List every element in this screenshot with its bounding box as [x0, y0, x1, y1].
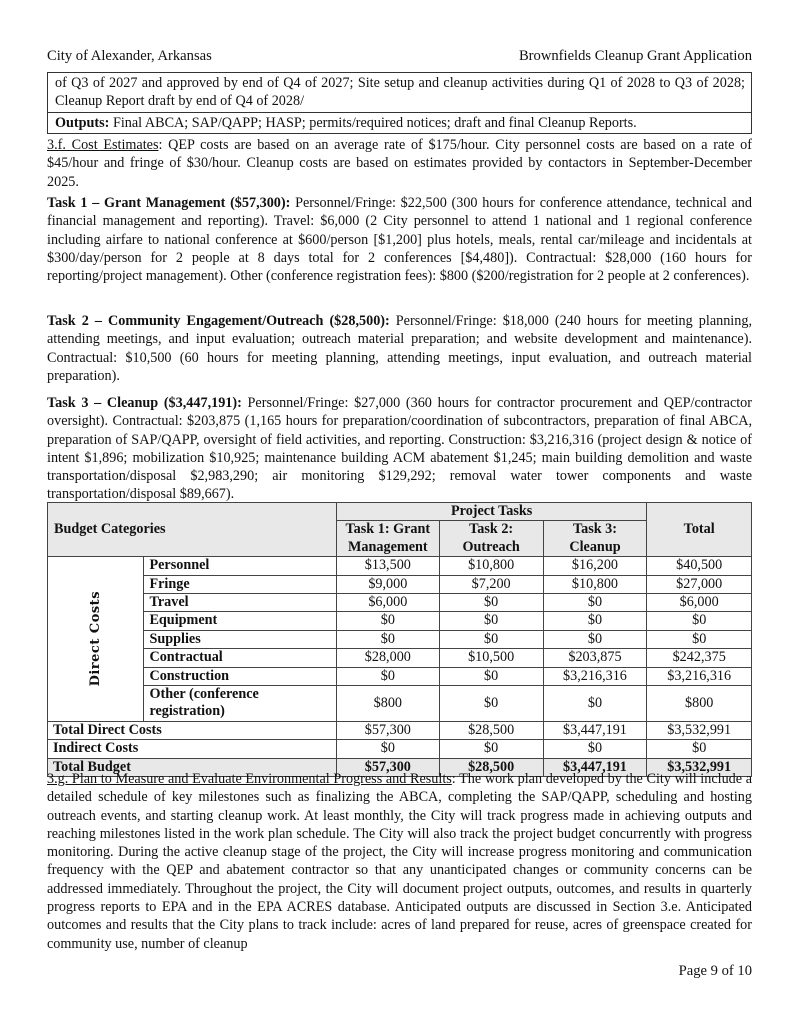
task1-text: Personnel/Fringe: $22,500 (300 hours for conference attendance, technical and financial management and reporting). Travel: $6,000 (2 City personnel to attend 1 national and 1 regional conference including airfare to national conference at $600/person [$1,200] plus hotels, meals, rental car/mileage and incidentals at $300/day/person for 2 people at 8 days total for 2 conferences [$4,480]). Contractual: $28,000 (160 hours for reporting/project management). Other (conference registration fees): $800 ($200/registration for 2 people at 2 conferences). — [47, 195, 752, 285]
cell-task1: $0 — [336, 667, 439, 685]
cell-total: $27,000 — [647, 575, 752, 593]
table-row — [48, 594, 752, 612]
cell-task1: $57,300 — [336, 721, 439, 739]
cell-task3: $0 — [543, 630, 647, 648]
row-label: Supplies — [144, 630, 336, 648]
cell-total: $3,532,991 — [647, 721, 752, 739]
cell-task1: $28,000 — [336, 649, 439, 667]
table-header-row-1 — [48, 503, 752, 521]
cell-task3: $0 — [543, 740, 647, 758]
cell-task1: $0 — [336, 630, 439, 648]
cell-total: $242,375 — [647, 649, 752, 667]
plan-paragraph — [47, 770, 752, 953]
outputs-label: Outputs: — [55, 114, 110, 131]
cell-task1: $13,500 — [336, 557, 439, 575]
cell-total: $0 — [647, 740, 752, 758]
page-header — [47, 47, 752, 65]
cell-total: $800 — [647, 686, 752, 722]
indirect-costs-row — [48, 740, 752, 758]
cell-task2: $0 — [439, 594, 543, 612]
cost-estimates-text: : QEP costs are based on an average rate of $175/hour. City personnel costs are based on a rate of $45/hour and fringe of $30/hour. Cleanup costs are based on estimates provided by contactors in September-December 2025. — [47, 137, 752, 190]
table-row — [48, 667, 752, 685]
schedule-text: of Q3 of 2027 and approved by end of Q4 of 2027; Site setup and cleanup activities during Q1 of 2028 to Q3 of 2028; Cleanup Report draft by end of Q4 of 2028/ — [55, 75, 745, 110]
cell-total: $0 — [647, 630, 752, 648]
cell-task2: $10,800 — [439, 557, 543, 575]
row-label: Construction — [144, 667, 336, 685]
row-label: Total Budget — [48, 758, 337, 776]
project-tasks-header: Project Tasks — [336, 503, 646, 521]
cell-task3: $3,447,191 — [543, 721, 647, 739]
task2-heading: Task 2 – Community Engagement/Outreach ($28,500): — [47, 313, 390, 329]
cell-total: $3,216,316 — [647, 667, 752, 685]
cell-task3: $0 — [543, 686, 647, 722]
outputs-text: Final ABCA; SAP/QAPP; HASP; permits/required notices; draft and final Cleanup Reports. — [109, 114, 637, 131]
cell-task2: $0 — [439, 686, 543, 722]
schedule-box — [47, 72, 752, 134]
cell-task1: $0 — [336, 612, 439, 630]
cell-task1: $57,300 — [336, 758, 439, 776]
row-label: Contractual — [144, 649, 336, 667]
cell-task3: $0 — [543, 612, 647, 630]
total-header: Total — [647, 503, 752, 557]
row-label: Indirect Costs — [48, 740, 337, 758]
task2-paragraph — [47, 312, 752, 385]
cell-task2: $28,500 — [439, 758, 543, 776]
cell-task1: $9,000 — [336, 575, 439, 593]
budget-table — [47, 502, 752, 777]
budget-categories-header: Budget Categories — [48, 503, 337, 557]
cell-task3: $16,200 — [543, 557, 647, 575]
cell-task3: $3,216,316 — [543, 667, 647, 685]
task2-header: Task 2: Outreach — [439, 521, 543, 557]
task1-heading: Task 1 – Grant Management ($57,300): — [47, 195, 291, 211]
cell-task2: $0 — [439, 612, 543, 630]
cost-estimates-paragraph — [47, 136, 752, 191]
plan-text: : The work plan developed by the City will include a detailed schedule of key milestones such as finalizing the ABCA, completing the SAP/QAPP, scheduling and hosting outreach events, and starting cleanup work. At least monthly, the City will track progress made in achieving outputs and reaching milestones listed in the work plan schedule. The City will also track the project budget concurrently with progress monitoring. During the active cleanup stage of the project, the City will increase progress monitoring and communication frequency with the QEP and abatement contractor so that any unanticipated changes or community concerns can be addressed immediately. Throughout the project, the City will document project outputs, outcomes, and results in quarterly progress reports to EPA and in the EPA ACRES database. Anticipated outputs are discussed in Section 3.e. Anticipated outcomes and results that the City plans to track include: acres of land prepared for reuse, acres of greenspace created for community use, number of cleanup — [47, 771, 753, 952]
cell-task3: $10,800 — [543, 575, 647, 593]
table-row — [48, 686, 752, 722]
task3-heading: Task 3 – Cleanup ($3,447,191): — [47, 395, 242, 411]
cell-task3: $203,875 — [543, 649, 647, 667]
cell-total: $3,532,991 — [647, 758, 752, 776]
table-row — [48, 612, 752, 630]
cell-task2: $7,200 — [439, 575, 543, 593]
direct-costs-label: Direct Costs — [48, 557, 144, 722]
table-row — [48, 630, 752, 648]
task3-text: Personnel/Fringe: $27,000 (360 hours for contractor procurement and QEP/contractor oversight). Contractual: $203,875 (1,165 hours for preparation/coordination of subcontractors, preparation of final ABCA, preparation of SAP/QAPP, oversight of field activities, and reporting. Construction: $3,216,316 (project design & notice of intent $1,896; mobilization $10,925; maintenance building ACM abatement $1,245; main building demolition and waste transportation/disposal $2,983,290; air monitoring $129,292; removal water tower components and waste transportation/disposal $89,667). — [47, 395, 752, 503]
row-label: Other (conference registration) — [144, 686, 336, 722]
task2-text: Personnel/Fringe: $18,000 (240 hours for meeting planning, attending meetings, and input evaluation; outreach material preparation; and website development and maintenance). Contractual: $10,500 (60 hours for meeting planning, attending meetings, input evaluation, and outreach material preparation). — [47, 313, 752, 384]
cell-task2: $0 — [439, 667, 543, 685]
task1-header: Task 1: Grant Management — [336, 521, 439, 557]
cell-task2: $10,500 — [439, 649, 543, 667]
cost-estimates-heading: 3.f. Cost Estimates — [47, 137, 159, 153]
cell-task1: $6,000 — [336, 594, 439, 612]
header-left: City of Alexander, Arkansas — [47, 48, 212, 64]
page-number: Page 9 of 10 — [678, 963, 752, 979]
plan-heading: 3.g. Plan to Measure and Evaluate Environmental Progress and Results — [47, 771, 452, 787]
cell-task1: $800 — [336, 686, 439, 722]
task1-paragraph — [47, 194, 752, 285]
cell-task2: $28,500 — [439, 721, 543, 739]
cell-task2: $0 — [439, 740, 543, 758]
cell-total: $40,500 — [647, 557, 752, 575]
row-label: Equipment — [144, 612, 336, 630]
cell-total: $0 — [647, 612, 752, 630]
table-row — [48, 649, 752, 667]
row-label: Total Direct Costs — [48, 721, 337, 739]
table-row — [48, 575, 752, 593]
cell-task3: $0 — [543, 594, 647, 612]
task3-paragraph — [47, 394, 752, 504]
row-label: Travel — [144, 594, 336, 612]
header-right: Brownfields Cleanup Grant Application — [518, 48, 752, 64]
cell-task1: $0 — [336, 740, 439, 758]
cell-task3: $3,447,191 — [543, 758, 647, 776]
table-row — [48, 557, 752, 575]
row-label: Fringe — [144, 575, 336, 593]
outputs-row — [48, 112, 751, 133]
total-direct-costs-row — [48, 721, 752, 739]
cell-task2: $0 — [439, 630, 543, 648]
task3-header: Task 3: Cleanup — [543, 521, 647, 557]
cell-total: $6,000 — [647, 594, 752, 612]
row-label: Personnel — [144, 557, 336, 575]
